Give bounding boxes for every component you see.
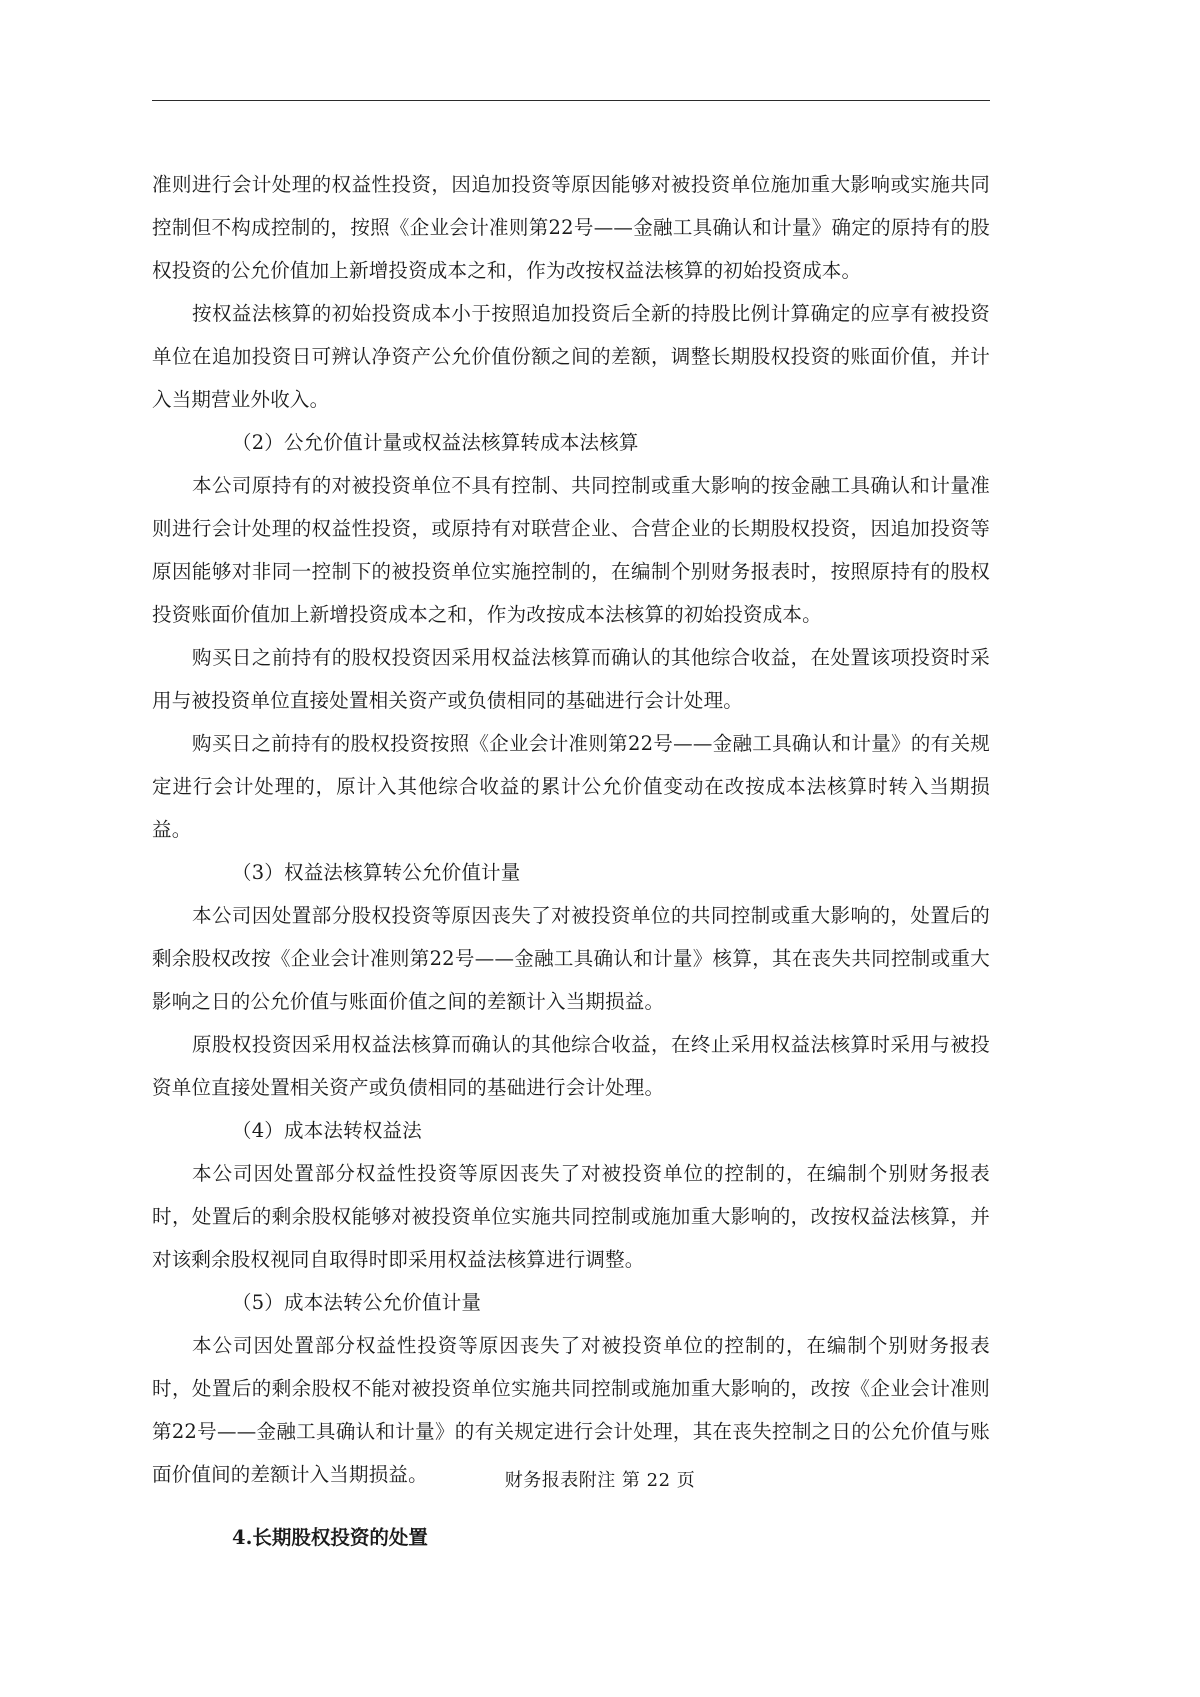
item-number: （3） — [232, 861, 285, 884]
paragraph: 购买日之前持有的股权投资因采用权益法核算而确认的其他综合收益，在处置该项投资时采用与被投资单位直接处置相关资产或负债相同的基础进行会计处理。 — [152, 646, 990, 712]
item-text: 成本法转公允价值计量 — [284, 1291, 482, 1314]
paragraph: 准则进行会计处理的权益性投资，因追加投资等原因能够对被投资单位施加重大影响或实施共同控制但不构成控制的，按照《企业会计准则第22号——金融工具确认和计量》确定的原持有的股权投资的公允价值加上新增投资成本之和，作为改按权益法核算的初始投资成本。 — [152, 173, 990, 282]
item-text: 成本法转权益法 — [284, 1119, 422, 1142]
paragraph: 本公司因处置部分权益性投资等原因丧失了对被投资单位的控制的，在编制个别财务报表时，处置后的剩余股权能够对被投资单位实施共同控制或施加重大影响的，改按权益法核算，并对该剩余股权视同自取得时即采用权益法核算进行调整。 — [152, 1162, 990, 1271]
paragraph: 本公司因处置部分股权投资等原因丧失了对被投资单位的共同控制或重大影响的，处置后的剩余股权改按《企业会计准则第22号——金融工具确认和计量》核算，其在丧失共同控制或重大影响之日的公允价值与账面价值之间的差额计入当期损益。 — [152, 904, 990, 1013]
numbered-item — [152, 1109, 990, 1152]
page-content — [152, 100, 990, 1559]
paragraph: 本公司原持有的对被投资单位不具有控制、共同控制或重大影响的按金融工具确认和计量准则进行会计处理的权益性投资，或原持有对联营企业、合营企业的长期股权投资，因追加投资等原因能够对非同一控制下的被投资单位实施控制的，在编制个别财务报表时，按照原持有的股权投资账面价值加上新增投资成本之和，作为改按成本法核算的初始投资成本。 — [152, 474, 990, 626]
item-text: 权益法核算转公允价值计量 — [284, 861, 521, 884]
page-footer: 财务报表附注 第 22 页 — [504, 1470, 696, 1491]
paragraph: 原股权投资因采用权益法核算而确认的其他综合收益，在终止采用权益法核算时采用与被投资单位直接处置相关资产或负债相同的基础进行会计处理。 — [152, 1033, 990, 1099]
header-rule — [152, 100, 990, 101]
numbered-item — [152, 851, 990, 894]
section-heading — [152, 1516, 990, 1559]
heading-number: 4. — [232, 1526, 253, 1549]
section-spacer — [152, 1496, 990, 1516]
numbered-item — [152, 1281, 990, 1324]
paragraph: 本公司因处置部分权益性投资等原因丧失了对被投资单位的控制的，在编制个别财务报表时，处置后的剩余股权不能对被投资单位实施共同控制或施加重大影响的，改按《企业会计准则第22号——金融工具确认和计量》的有关规定进行会计处理，其在丧失控制之日的公允价值与账面价值间的差额计入当期损益。 — [152, 1334, 990, 1486]
item-number: （2） — [232, 431, 285, 454]
item-text: 公允价值计量或权益法核算转成本法核算 — [284, 431, 639, 454]
paragraph: 购买日之前持有的股权投资按照《企业会计准则第22号——金融工具确认和计量》的有关规定进行会计处理的，原计入其他综合收益的累计公允价值变动在改按成本法核算时转入当期损益。 — [152, 732, 990, 841]
item-number: （5） — [232, 1291, 285, 1314]
paragraph: 按权益法核算的初始投资成本小于按照追加投资后全新的持股比例计算确定的应享有被投资单位在追加投资日可辨认净资产公允价值份额之间的差额，调整长期股权投资的账面价值，并计入当期营业外收入。 — [152, 302, 990, 411]
numbered-item — [152, 421, 990, 464]
item-number: （4） — [232, 1119, 285, 1142]
heading-text: 长期股权投资的处置 — [252, 1526, 428, 1549]
